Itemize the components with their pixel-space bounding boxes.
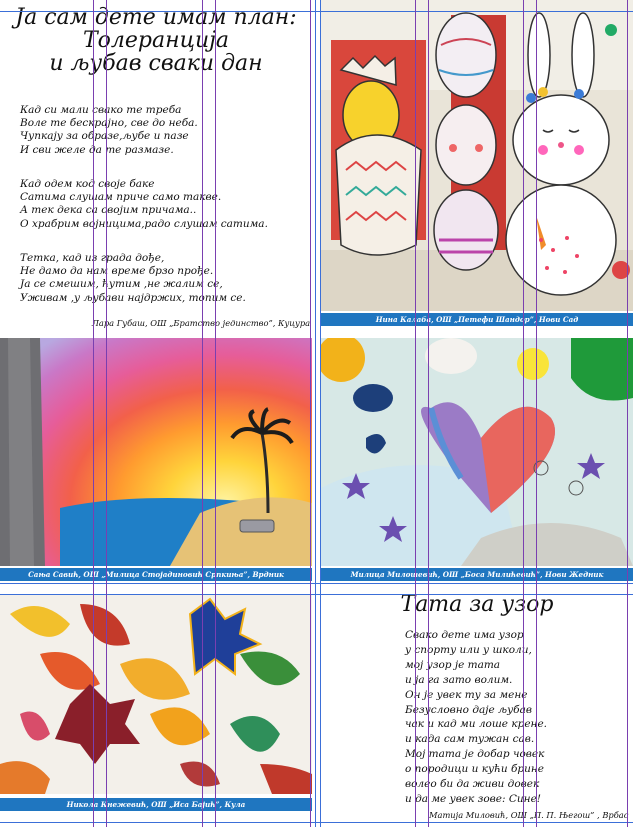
poem-stanza: Кад си мали свако те треба Воле те бескрајно, све до неба. Чупкају за образе,љубе и пазе И сви желе да те размазе. [20,104,198,156]
poem-title: Тата за узор [400,592,554,617]
poem-tata-za-uzor [321,588,633,827]
caption-sunset-painting: Сања Савић, ОШ „Милица Стојадиновић Српкиња”, Врдник [0,568,312,581]
leaves-painting [0,594,312,794]
sunset-painting [0,338,312,566]
caption-leaves-painting: Никола Кнежевић, ОШ „Иса Бајић”, Кула [0,798,312,811]
poem-author: Матија Миловић, ОШ „П. П. Његош” , Врбас [429,810,629,820]
heart-painting [321,338,633,566]
poem-body: Свако дете има узор у спорту или у школи, мој узор је тата и ја га зато волим. Он је увек ту за мене Безусловно даје љубав чак и кад ми лоше крене. и када сам тужан сав. Мој тата је добар човек о породици и кући брине волео би да живи довек и да ме увек зове: Сине! [405,629,548,805]
poem-author: Лара Губаш, ОШ „Братство јединство”, Куцура [92,318,311,328]
poem-title-line: и љубав сваки дан [49,51,263,77]
caption-easter-drawing: Нина Калаба, ОШ „Петефи Шандор”, Нови Сад [321,313,633,326]
poem-stanza: Кад одем код своје баке Сатима слушам приче само такве. А тек дека са својим причама.. О храбрим војницима,радо слушам сатима. [20,178,268,230]
easter-drawing [321,0,633,311]
poem-stanza: Тетка, кад из града дође, Не дамо да нам време брзо прође. Ја се смешим, ћутим ,не жалим се, Уживам ,у љубави најдржих, топим се. [20,252,246,304]
poem-ja-sam-dete [0,0,312,333]
poem-title-line: Толеранција [82,28,230,54]
poem-title-line: Ја сам дете имам план: [15,5,297,30]
caption-heart-painting: Милица Милошевић, ОШ „Боса Милићевић”, Нови Жедник [321,568,633,581]
poem-title [0,6,312,75]
